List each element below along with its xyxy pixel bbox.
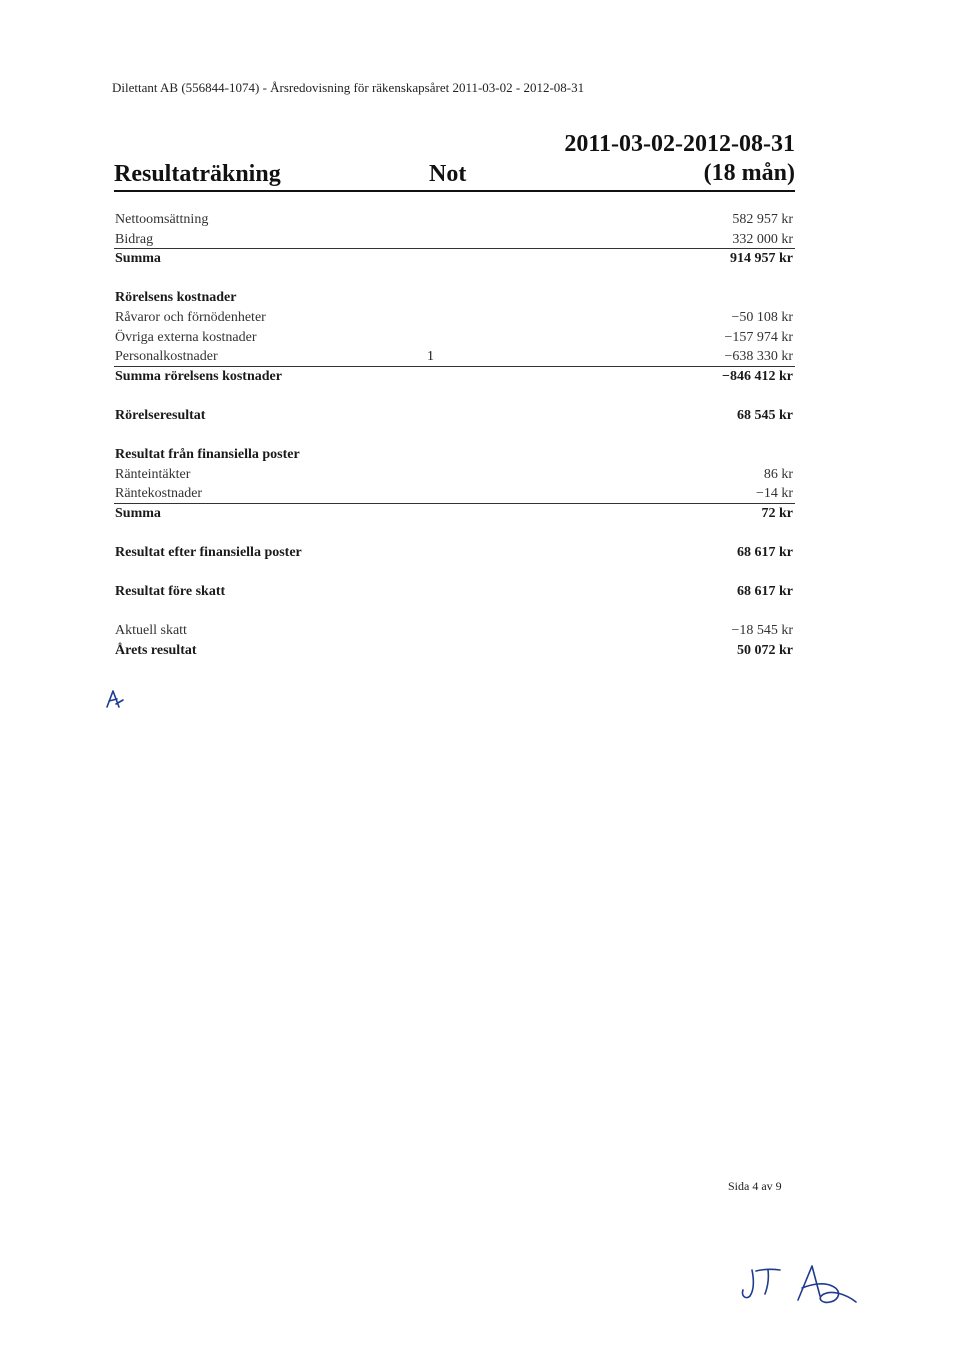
statement-row-summa-finansiella [114, 504, 795, 524]
row-label: Resultat före skatt [115, 584, 226, 600]
row-value: 332 000 kr [732, 231, 793, 247]
row-value: −50 108 kr [731, 309, 793, 325]
statement-row-nettoomsattning [114, 210, 795, 230]
row-value: 914 957 kr [730, 251, 793, 267]
row-value: 582 957 kr [732, 212, 793, 227]
row-label: Summa [115, 251, 161, 267]
statement-header-row [114, 128, 795, 192]
row-label: Ränteintäkter [115, 466, 191, 482]
row-value: −14 kr [755, 486, 793, 502]
row-label: Rörelseresultat [115, 407, 206, 423]
row-value: −846 412 kr [722, 368, 793, 384]
spacer [114, 386, 795, 406]
row-label: Rörelsens kostnader [115, 290, 237, 306]
period-header [564, 130, 795, 188]
spacer [114, 426, 795, 446]
page-number: Sida 4 av 9 [728, 1179, 782, 1193]
statement-row-arets-resultat [114, 641, 795, 661]
spacer [114, 563, 795, 583]
row-label: Aktuell skatt [115, 623, 187, 639]
row-value: 86 kr [763, 466, 793, 482]
statement-row-personalkostnader [114, 347, 795, 367]
statement-title: Resultaträkning [114, 161, 281, 187]
spacer [114, 524, 795, 544]
row-label: Resultat från finansiella poster [115, 447, 300, 463]
row-value: 68 617 kr [737, 584, 793, 600]
note-column-header: Not [429, 161, 467, 187]
income-statement [114, 128, 795, 661]
row-value: −638 330 kr [724, 349, 793, 365]
row-value: 72 kr [761, 505, 793, 521]
running-header: Dilettant AB (556844-1074) - Årsredovisning för räkenskapsåret 2011-03-02 - 2012-08-31 [112, 80, 585, 95]
statement-row-resultat-efter-finansiella [114, 543, 795, 563]
row-label: Summa [115, 505, 161, 521]
statement-row-bidrag [114, 230, 795, 250]
statement-row-ranteintakter [114, 465, 795, 485]
row-label: Råvaror och förnödenheter [115, 309, 266, 325]
signature-a [790, 1260, 860, 1310]
row-label: Summa rörelsens kostnader [115, 368, 282, 384]
statement-row-ovriga-externa [114, 328, 795, 348]
row-label: Nettoomsättning [115, 212, 209, 227]
statement-row-rantekostnader [114, 484, 795, 504]
statement-row-rorelseresultat [114, 406, 795, 426]
statement-row-resultat-fore-skatt [114, 582, 795, 602]
row-value: −18 545 kr [731, 623, 793, 639]
row-note: 1 [427, 349, 434, 365]
statement-rows [114, 210, 795, 661]
row-value: 50 072 kr [737, 643, 793, 659]
statement-row-aktuell-skatt [114, 621, 795, 641]
section-heading-finansiella-poster [114, 445, 795, 465]
period-dates: 2011-03-02-2012-08-31 [564, 131, 795, 157]
handwritten-initials-mark [104, 688, 126, 715]
row-label: Resultat efter finansiella poster [115, 545, 302, 561]
row-label: Personalkostnader [115, 349, 218, 365]
period-length: (18 mån) [703, 160, 795, 186]
row-label: Årets resultat [115, 643, 197, 659]
row-label: Räntekostnader [115, 486, 203, 502]
row-value: −157 974 kr [724, 329, 793, 345]
spacer [114, 602, 795, 622]
row-label: Bidrag [115, 231, 154, 247]
section-heading-rorelsens-kostnader [114, 288, 795, 308]
spacer [114, 269, 795, 289]
row-label: Övriga externa kostnader [115, 329, 257, 345]
statement-row-summa-kostnader [114, 367, 795, 387]
signature-jt [738, 1262, 798, 1306]
row-value: 68 545 kr [737, 407, 793, 423]
statement-row-summa-intakter [114, 249, 795, 269]
row-value: 68 617 kr [737, 545, 793, 561]
statement-row-ravaror [114, 308, 795, 328]
